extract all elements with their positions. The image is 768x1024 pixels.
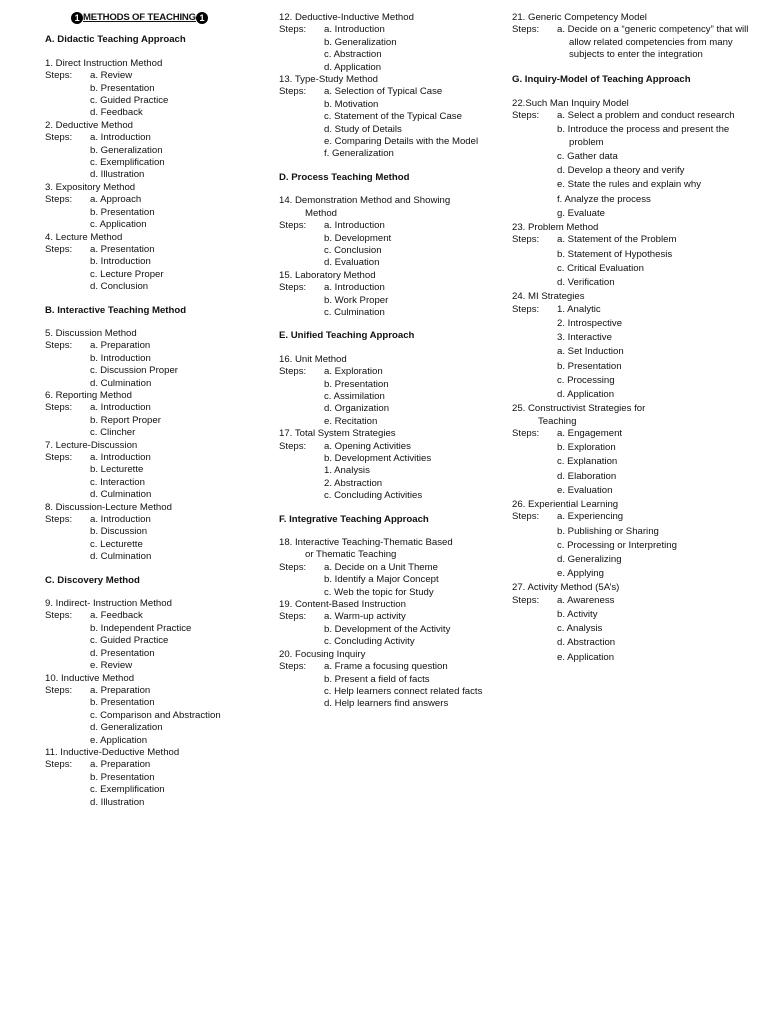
steps-items [324,366,507,428]
method-block [512,98,752,222]
method-name [512,403,752,428]
steps-list [45,402,273,439]
method-title: 3. Expository Method [45,181,136,193]
steps-list [45,759,273,809]
step-item: a. Frame a focusing question [324,661,448,673]
steps-list [45,70,273,120]
steps-list [45,685,273,747]
step-item: b. Identify a Major Concept [324,574,439,586]
steps-label: Steps: [512,594,540,606]
step-item: d. Presentation [90,647,155,659]
method-name [512,98,752,110]
step-item: a. Introduction [90,132,151,144]
method-block [279,537,507,599]
steps-items [324,562,507,599]
step-item: e. Application [90,734,148,746]
step-item: a. Preparation [90,340,151,352]
steps-label: Steps: [45,340,73,352]
steps-items [324,282,507,319]
step-item: d. Help learners find answers [324,698,449,710]
step-item: b. Presentation [557,360,622,372]
method-block [512,291,752,403]
method-block [45,390,273,440]
step-item: a. Decide on a “generic competency” that will allow related competencies from many subjects to enter the integration [557,24,749,61]
steps-list [512,511,752,582]
method-title-continued: Method [305,207,337,219]
step-item: a. Approach [90,194,142,206]
method-block [279,649,507,711]
steps-items [324,611,507,648]
steps-items [90,685,273,747]
step-item: b. Discussion [90,526,148,538]
steps-list [279,86,507,160]
page-title-text: METHODS OF TEACHING [83,12,196,23]
method-name [512,222,752,234]
method-block [279,428,507,502]
method-title: 24. MI Strategies [512,291,585,303]
step-item: c. Exemplification [90,784,165,796]
steps-items [90,452,273,502]
step-item: a. Decide on a Unit Theme [324,561,438,573]
method-title: 13. Type-Study Method [279,74,379,86]
step-item: a. Preparation [90,759,151,771]
method-title: 20. Focusing Inquiry [279,648,366,660]
method-title: 26. Experiential Learning [512,498,619,510]
method-title: 2. Deductive Method [45,119,133,131]
steps-label: Steps: [512,427,540,439]
step-item: d. Feedback [90,107,143,119]
method-name [45,747,273,759]
column-1-content [45,34,273,809]
step-item: 1. Analysis [324,465,370,477]
steps-label: Steps: [512,24,540,36]
steps-items [90,132,273,182]
steps-items [324,86,507,160]
steps-label: Steps: [279,440,307,452]
steps-items [557,304,752,403]
step-item: a. Opening Activities [324,440,411,452]
step-item: b. Statement of Hypothesis [557,248,673,260]
step-item: d. Abstraction [557,637,616,649]
step-item: a. Introduction [90,452,151,463]
step-item: b. Report Proper [90,414,161,426]
method-title: 17. Total System Strategies [279,428,396,440]
section-heading: D. Process Teaching Method [279,171,410,183]
steps-list [512,595,752,666]
step-item: e. Review [90,660,133,672]
steps-items [90,514,273,564]
step-item: e. State the rules and explain why [557,179,701,191]
steps-label: Steps: [512,511,540,523]
section-heading: G. Inquiry-Model of Teaching Approach [512,74,691,86]
method-name [279,599,507,611]
step-item: b. Generalization [90,144,163,156]
steps-label: Steps: [45,402,73,414]
step-item: e. Comparing Details with the Model [324,136,479,148]
step-item: d. Elaboration [557,470,617,482]
title-bullet-right: 1 [196,12,208,24]
step-item: a. Set Induction [557,346,624,358]
method-block [512,12,752,63]
step-item: a. Select a problem and conduct research [557,110,735,122]
section-heading: C. Discovery Method [45,574,140,586]
method-block [45,598,273,672]
step-item: c. Concluding Activities [324,490,423,502]
steps-label: Steps: [279,611,307,623]
method-block [45,673,273,747]
steps-items [90,759,273,809]
method-name [45,598,273,610]
steps-list [512,304,752,403]
steps-list [512,234,752,291]
method-name [512,582,752,594]
step-item: c. Comparison and Abstraction [90,709,221,721]
steps-list [279,366,507,428]
step-item: c. Exemplification [90,157,165,169]
method-title: 18. Interactive Teaching-Thematic Based [279,537,453,549]
steps-items [324,24,507,74]
method-name [45,328,273,340]
column-1 [45,12,273,809]
method-name [279,354,507,366]
method-block [279,270,507,320]
steps-items [90,402,273,439]
page-title [71,12,273,24]
method-block [45,747,273,809]
step-item: c. Concluding Activity [324,636,415,648]
method-title: 19. Content-Based Instruction [279,599,406,611]
steps-list [279,282,507,319]
steps-label: Steps: [279,86,307,98]
steps-label: Steps: [45,514,73,526]
step-item: e. Evaluation [557,484,613,496]
steps-list [45,132,273,182]
method-block [279,354,507,428]
steps-items [557,234,752,291]
step-item: d. Application [324,61,382,73]
method-title: 9. Indirect- Instruction Method [45,598,172,610]
method-title: 4. Lecture Method [45,231,123,243]
step-item: b. Activity [557,608,598,620]
step-item: a. Awareness [557,594,615,606]
method-title: 10. Inductive Method [45,672,135,684]
step-item: b. Development Activities [324,453,432,464]
method-title: 25. Constructivist Strategies for [512,403,646,415]
step-item: d. Illustration [90,796,145,808]
step-item: a. Engagement [557,427,623,439]
step-item: a. Review [90,70,133,82]
step-item: d. Study of Details [324,123,402,135]
method-title: 5. Discussion Method [45,327,137,339]
method-name [279,270,507,282]
steps-list [45,452,273,502]
steps-label: Steps: [279,661,307,673]
step-item: c. Guided Practice [90,635,169,647]
steps-label: Steps: [279,366,307,378]
steps-label: Steps: [512,234,540,246]
step-item: 1. Analytic [557,303,601,315]
step-item: a. Experiencing [557,511,624,523]
step-item: b. Introduction [90,352,151,364]
step-item: c. Lecture Proper [90,268,164,280]
step-item: c. Processing [557,374,615,386]
method-title: 12. Deductive-Inductive Method [279,12,414,23]
step-item: a. Preparation [90,684,151,696]
step-item: b. Lecturette [90,464,144,476]
section-heading: B. Interactive Teaching Method [45,304,187,316]
method-block [279,74,507,161]
step-item: d. Develop a theory and verify [557,165,685,177]
method-block [279,195,507,269]
step-item: b. Presentation [90,771,155,783]
method-block [512,582,752,665]
step-item: c. Statement of the Typical Case [324,111,462,123]
step-item: b. Presentation [90,206,155,218]
step-item: e. Application [557,651,615,663]
method-name [45,232,273,244]
step-item: a. Introduction [324,282,385,294]
method-name [279,195,507,220]
method-name [279,649,507,661]
step-item: c. Explanation [557,456,618,468]
steps-label: Steps: [45,610,73,622]
step-item: c. Lecturette [90,538,143,550]
steps-label: Steps: [279,24,307,36]
step-item: d. Generalization [90,722,163,734]
method-title-continued: or Thematic Teaching [305,549,397,561]
steps-items [90,244,273,294]
step-item: c. Abstraction [324,49,382,61]
method-title: 15. Laboratory Method [279,269,376,281]
method-name [512,291,752,303]
steps-list [45,514,273,564]
steps-items [90,340,273,390]
step-item: d. Culmination [90,377,152,389]
method-title: 6. Reporting Method [45,389,132,401]
step-item: b. Development [324,232,392,244]
step-item: b. Presentation [90,82,155,94]
method-block [512,499,752,582]
steps-list [512,24,752,63]
method-name [45,58,273,70]
steps-label: Steps: [45,452,73,463]
step-item: c. Analysis [557,623,603,635]
step-item: b. Presentation [90,697,155,709]
method-title: 27. Activity Method (5A’s) [512,582,620,594]
steps-items [90,194,273,231]
step-item: d. Organization [324,403,390,415]
method-title: 7. Lecture-Discussion [45,439,138,451]
method-title-continued: Teaching [538,415,577,427]
steps-label: Steps: [45,684,73,696]
section-heading: F. Integrative Teaching Approach [279,513,429,525]
steps-items [557,595,752,666]
method-name [512,499,752,511]
step-item: d. Generalizing [557,553,622,565]
steps-label: Steps: [279,220,307,232]
steps-list [45,194,273,231]
step-item: c. Assimilation [324,390,385,402]
step-item: c. Interaction [90,476,145,488]
steps-label: Steps: [512,110,540,122]
steps-label: Steps: [45,132,73,144]
method-title: 1. Direct Instruction Method [45,57,163,69]
method-name [279,428,507,440]
method-title: 16. Unit Method [279,353,347,365]
method-name [45,182,273,194]
method-title: 8. Discussion-Lecture Method [45,501,172,513]
step-item: d. Culmination [90,551,152,563]
step-item: d. Application [557,388,615,400]
step-item: c. Gather data [557,151,618,163]
steps-list [279,441,507,503]
steps-items [557,511,752,582]
step-item: b. Exploration [557,442,616,454]
step-item: b. Presentation [324,378,389,390]
method-title: 11. Inductive-Deductive Method [45,746,180,758]
steps-items [557,24,752,63]
step-item: a. Introduction [324,24,385,36]
step-item: c. Help learners connect related facts [324,685,483,697]
step-item: a. Introduction [324,220,385,232]
step-item: f. Generalization [324,148,394,160]
method-block [45,502,273,564]
column-3 [512,12,752,666]
step-item: b. Publishing or Sharing [557,525,659,537]
step-item: d. Verification [557,277,615,289]
steps-list [45,610,273,672]
column-2-content [279,12,507,711]
column-2 [279,12,507,711]
steps-list [512,428,752,499]
steps-items [557,428,752,499]
step-item: c. Clincher [90,427,136,439]
steps-label: Steps: [512,303,540,315]
step-item: 2. Abstraction [324,477,383,489]
steps-label: Steps: [279,561,307,573]
step-item: d. Evaluation [324,257,380,269]
method-title: 23. Problem Method [512,222,599,234]
method-title: 21. Generic Competency Model [512,12,647,23]
method-block [279,12,507,74]
method-block [45,232,273,294]
steps-items [324,441,507,503]
step-item: a. Warm-up activity [324,611,406,623]
method-block [45,182,273,232]
steps-list [279,562,507,599]
method-name [512,12,752,24]
steps-list [279,24,507,74]
step-item: a. Introduction [90,402,151,414]
step-item: c. Application [90,219,147,231]
steps-list [279,611,507,648]
method-name [45,440,273,452]
method-block [45,328,273,390]
step-item: d. Culmination [90,489,152,501]
step-item: a. Selection of Typical Case [324,86,443,98]
method-name [45,390,273,402]
steps-items [324,661,507,711]
method-name [279,12,507,24]
step-item: c. Culmination [324,306,385,318]
method-block [512,222,752,291]
step-item: a. Feedback [90,610,143,622]
steps-list [279,661,507,711]
step-item: b. Introduction [90,256,151,268]
step-item: c. Discussion Proper [90,365,178,377]
method-name [45,673,273,685]
section-heading: A. Didactic Teaching Approach [45,34,186,46]
steps-items [324,220,507,270]
step-item: c. Conclusion [324,244,382,256]
method-title: 14. Demonstration Method and Showing [279,195,451,207]
step-item: e. Recitation [324,415,378,427]
steps-label: Steps: [45,759,73,771]
step-item: 3. Interactive [557,332,612,344]
step-item: f. Analyze the process [557,193,651,205]
steps-label: Steps: [45,194,73,206]
method-name [279,74,507,86]
step-item: b. Independent Practice [90,622,192,634]
method-name [45,502,273,514]
method-block [45,440,273,502]
method-block [279,599,507,649]
method-block [45,120,273,182]
steps-list [45,244,273,294]
step-item: c. Web the topic for Study [324,586,434,598]
title-bullet-left: 1 [71,12,83,24]
method-block [512,403,752,499]
step-item: b. Motivation [324,98,379,110]
steps-list [512,110,752,222]
step-item: b. Work Proper [324,294,389,306]
steps-list [279,220,507,270]
step-item: b. Present a field of facts [324,673,430,685]
step-item: 2. Introspective [557,317,623,329]
section-heading: E. Unified Teaching Approach [279,330,415,342]
step-item: a. Statement of the Problem [557,234,677,246]
step-item: a. Presentation [90,243,155,255]
step-item: a. Exploration [324,366,383,378]
step-item: e. Applying [557,568,604,580]
step-item: b. Introduce the process and present the problem [557,124,730,148]
step-item: d. Conclusion [90,281,149,293]
method-block [45,58,273,120]
method-title: 22.Such Man Inquiry Model [512,97,629,109]
steps-label: Steps: [45,243,73,255]
method-name [279,537,507,562]
column-3-content [512,12,752,666]
step-item: a. Introduction [90,514,151,526]
steps-list [45,340,273,390]
steps-items [90,70,273,120]
step-item: c. Critical Evaluation [557,262,644,274]
step-item: b. Development of the Activity [324,623,451,635]
step-item: g. Evaluate [557,207,606,219]
steps-items [557,110,752,222]
steps-label: Steps: [45,70,73,82]
steps-items [90,610,273,672]
step-item: c. Guided Practice [90,95,169,107]
step-item: d. Illustration [90,169,145,181]
step-item: c. Processing or Interpreting [557,539,677,551]
steps-label: Steps: [279,282,307,294]
step-item: b. Generalization [324,36,397,48]
method-name [45,120,273,132]
